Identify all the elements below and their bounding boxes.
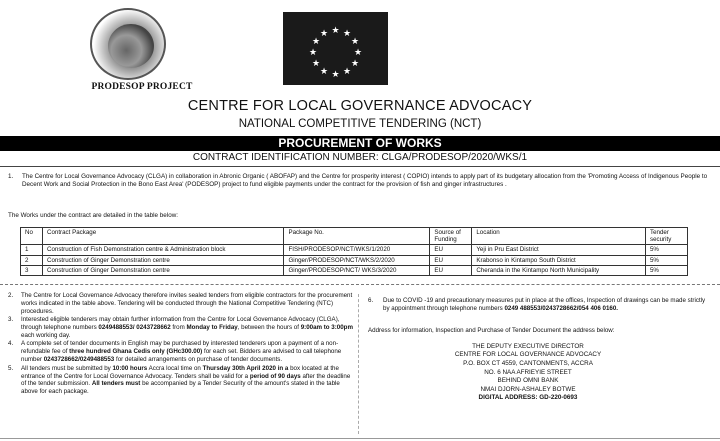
cell: Ginger/PRODESOP/NCT/WKS/2/2020 [284,255,430,265]
cell: Krabonso in Kintampo South District [472,255,646,265]
prodesop-logo [86,8,198,96]
section-divider [0,284,720,285]
col-package: Contract Package [42,228,283,245]
item-number: 3. [8,316,14,324]
cell: Construction of Fish Demonstration centre & Administration block [42,245,283,255]
address-line: THE DEPUTY EXECUTIVE DIRECTOR [472,342,584,350]
table-row [21,265,688,275]
svg-text:★: ★ [308,48,318,58]
svg-text:★: ★ [311,59,321,69]
org-title: CENTRE FOR LOCAL GOVERNANCE ADVOCACY [187,98,533,114]
contract-id: CONTRACT IDENTIFICATION NUMBER: CLGA/PRODESOP/2020/WKS/1 [192,152,528,163]
table-header-row [21,228,688,245]
list-item [8,365,356,397]
cell: Ginger/PRODESOP/NCT/ WKS/3/2020 [284,265,430,275]
list-item [368,297,712,313]
svg-text:★: ★ [319,67,329,77]
item-text: Interested eligible tenderers may obtain further information from the Centre for Local Governance Advocacy (CLGA), through telephone numbers 0249488553/ 0243728662 from Monday to Friday, between the hours of 9:00am to 3:00pm each working day. [21,316,353,340]
contact-address [378,343,678,403]
cell: Construction of Ginger Demonstration centre [42,265,283,275]
svg-text:★: ★ [319,29,329,39]
svg-text:★: ★ [331,70,340,80]
cell: 1 [21,245,43,255]
col-security: Tender security [645,228,687,245]
logo-emblem [108,24,154,68]
col-no: No [21,228,43,245]
item-text: A complete set of tender documents in English may be purchased by interested tenderers upon a payment of a non-refundable fee of three hundred Ghana Cedis only (GHc300.00) for each set. Bidders are advised to call telephone number 0243728662/0249488553 for detailed arrangements on purchase of tender documents. [21,340,342,364]
cell: 2 [21,255,43,265]
cell: 5% [645,265,687,275]
list-item [8,316,356,340]
intro-number: 1. [8,173,14,180]
svg-text:★: ★ [342,67,352,77]
item-number: 6. [368,297,374,304]
digital-address: DIGITAL ADDRESS: GD-220-0693 [478,394,578,402]
item-text: All tenders must be submitted by 10:00 hours Accra local time on Thursday 30th April 2020 in a box located at the entrance of the Centre for Local Governance Advocacy. Tenders shall be valid for a period of 90 days after the deadline of the tender submission. All tenders must be accompanied by a Tender Security of the amount's stated in the table above for each package. [21,364,351,396]
cell: FISH/PRODESOP/NCT/WKS/1/2020 [284,245,430,255]
address-line: NMAI DJORN-ASHALEY BOTWE [480,385,576,393]
svg-text:★: ★ [331,26,340,36]
col-funding: Source of Funding [430,228,472,245]
left-column [8,292,356,397]
cell: Cheranda in the Kintampo North Municipality [472,265,646,275]
svg-text:★: ★ [350,37,360,47]
svg-text:★: ★ [353,48,363,58]
table-row [21,255,688,265]
item-text: Due to COVID -19 and precautionary measures put in place at the offices, Inspection of drawings can be made strictly by appointment through telephone numbers 0249 488553/0243728662/054 406 0160. [383,297,706,312]
eu-flag-icon [283,12,388,85]
cell: 3 [21,265,43,275]
bottom-border [0,438,720,439]
list-item [8,292,356,316]
address-line: CENTRE FOR LOCAL GOVERNANCE ADVOCACY [454,351,602,359]
cell: Construction of Ginger Demonstration centre [42,255,283,265]
column-divider [358,294,359,434]
svg-text:★: ★ [311,37,321,47]
svg-text:★: ★ [350,59,360,69]
item-number: 5. [8,364,14,372]
cell: 5% [645,245,687,255]
address-line: BEHIND OMNI BANK [497,377,559,385]
cell: EU [430,245,472,255]
intro-text: The Centre for Local Governance Advocacy (CLGA) in collaboration in Abronic Organic ( ABOFAP) and the Centre for prosperity interest ( COPIO) intends to apply part of its budgetary allocation from the 'Promoting Access of Indigenous People to Decent Work and Social Protection in the Bono East Area' (PODESOP) project to fund eligible payments under the contract for the provision of fish and ginger infrastructures . [22,173,708,189]
header-divider [0,166,720,167]
eu-flag-stars [283,12,388,85]
tender-subtitle: NATIONAL COMPETITIVE TENDERING (NCT) [238,118,482,130]
cell: EU [430,265,472,275]
item-text: The Centre for Local Governance Advocacy therefore invites sealed tenders from eligible contractors for the procurement works indicated in the table above. Tendering will be conducted through the National Competitive Tendering (NTC) procedures. [21,292,353,315]
address-line: NO. 6 NAA AFRIEYIE STREET [484,368,572,376]
prodesop-logo-icon [90,8,166,80]
procurement-banner: PROCUREMENT OF WORKS [0,136,720,151]
col-package-no: Package No. [284,228,430,245]
address-lead: Address for information, Inspection and Purchase of Tender Document the address below: [368,326,615,334]
col-location: Location [472,228,646,245]
intro-paragraph [8,173,710,190]
logo-caption: PRODESOP PROJECT [91,82,193,92]
list-item [8,340,356,364]
item-number: 2. [8,292,14,299]
svg-text:★: ★ [342,29,352,39]
cell: Yeji in Pru East District [472,245,646,255]
cell: 5% [645,255,687,265]
right-column [368,297,712,403]
table-lead: The Works under the contract are detailed in the table below: [8,212,178,219]
cell: EU [430,255,472,265]
item-number: 4. [8,340,14,348]
table-row [21,245,688,255]
address-line: P.O. BOX CT 4559, CANTONMENTS, ACCRA [463,359,593,367]
works-table [20,227,688,276]
